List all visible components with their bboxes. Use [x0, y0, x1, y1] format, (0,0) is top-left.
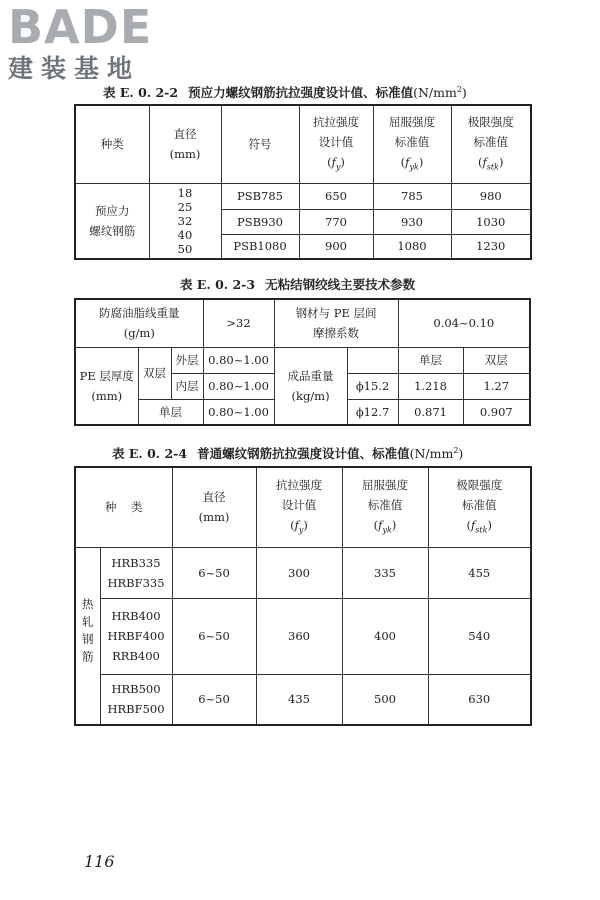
table3-single: 单层: [138, 399, 203, 425]
table2-h-symbol: 符号: [221, 105, 299, 183]
table4-grades: HRB400 HRBF400 RRB400: [100, 598, 172, 674]
table-row: [75, 347, 530, 373]
table4-group: 热轧钢筋: [75, 547, 100, 725]
table4-h-kind: 种 类: [75, 467, 172, 547]
table2-design: 900: [299, 234, 373, 259]
table3-pe-label: PE 层厚度 (mm): [75, 347, 138, 425]
table2-ultimate: 980: [451, 183, 531, 209]
table4-dia: 6~50: [172, 547, 256, 598]
table2-symbol: PSB785: [221, 183, 299, 209]
table3-weight-double: 1.27: [463, 373, 530, 399]
table2-yield: 930: [373, 209, 451, 234]
table2: [74, 104, 532, 260]
table3-weight-double: 0.907: [463, 399, 530, 425]
table4-design: 300: [256, 547, 342, 598]
table-row: [75, 598, 531, 674]
table-row: [75, 674, 531, 725]
table2-title: 预应力螺纹钢筋抗拉强度设计值、标准值: [188, 85, 414, 100]
table2-h-yield: 屈服强度 标准值 $(f_{yk})$: [373, 105, 451, 183]
table4-dia: 6~50: [172, 674, 256, 725]
table3-friction-value: 0.04~0.10: [398, 299, 530, 347]
table4-ultimate: 455: [428, 547, 531, 598]
logo-sub-text: 建装基地: [8, 54, 141, 83]
table3-pe-value: 0.80~1.00: [203, 399, 274, 425]
table3-weight-single: 0.871: [398, 399, 463, 425]
table3-weight-dia-header: [347, 347, 398, 373]
table4-h-dia: 直径 (mm): [172, 467, 256, 547]
table3: [74, 298, 531, 426]
table4-design: 360: [256, 598, 342, 674]
table2-design: 770: [299, 209, 373, 234]
table2-h-ultimate: 极限强度 标准值 $(f_{stk})$: [451, 105, 531, 183]
table4-header-row: [75, 467, 531, 547]
table2-yield: 1080: [373, 234, 451, 259]
table3-number: 表 E. 0. 2-3: [180, 277, 256, 292]
table4-h-design: 抗拉强度 设计值 $(f_y)$: [256, 467, 342, 547]
table4: [74, 466, 532, 726]
table2-diameters-cell: 18 25 32 40 50: [149, 183, 221, 259]
table3-col-double: 双层: [463, 347, 530, 373]
table3-grease-label: 防腐油脂线重量 (g/m): [75, 299, 203, 347]
table3-pe-value: 0.80~1.00: [203, 347, 274, 373]
table3-inner: 内层: [171, 373, 203, 399]
table3-friction-label: 钢材与 PE 层间 摩擦系数: [274, 299, 398, 347]
table2-header-row: [75, 105, 531, 183]
table2-kind-cell: 预应力 螺纹钢筋: [75, 183, 149, 259]
table4-dia: 6~50: [172, 598, 256, 674]
table2-ultimate: 1230: [451, 234, 531, 259]
table2-symbol: PSB930: [221, 209, 299, 234]
page-number: 116: [84, 852, 115, 871]
table-row: [75, 547, 531, 598]
table2-number: 表 E. 0. 2-2: [103, 85, 179, 100]
table4-ultimate: 540: [428, 598, 531, 674]
table2-design: 650: [299, 183, 373, 209]
table2-ultimate: 1030: [451, 209, 531, 234]
table4-title: 普通螺纹钢筋抗拉强度设计值、标准值: [197, 446, 410, 461]
table3-weight-dia: ϕ15.2: [347, 373, 398, 399]
table3-top-row: [75, 299, 530, 347]
table2-caption: [103, 83, 467, 101]
table4-design: 435: [256, 674, 342, 725]
table4-unit: $(N/mm^2)$: [409, 445, 464, 461]
table2-yield: 785: [373, 183, 451, 209]
table3-weight-single: 1.218: [398, 373, 463, 399]
table4-grades: HRB335 HRBF335: [100, 547, 172, 598]
table3-weight-dia: ϕ12.7: [347, 399, 398, 425]
table4-yield: 500: [342, 674, 428, 725]
table-row: [75, 183, 531, 209]
table3-weight-label: 成品重量 (kg/m): [274, 347, 347, 425]
table2-unit: $(N/mm^2)$: [413, 84, 467, 100]
table4-ultimate: 630: [428, 674, 531, 725]
table4-yield: 400: [342, 598, 428, 674]
table3-pe-value: 0.80~1.00: [203, 373, 274, 399]
table4-h-yield: 屈服强度 标准值 $(f_{yk})$: [342, 467, 428, 547]
table4-number: 表 E. 0. 2-4: [112, 446, 188, 461]
table3-grease-value: >32: [203, 299, 274, 347]
table4-yield: 335: [342, 547, 428, 598]
table3-outer: 外层: [171, 347, 203, 373]
table4-h-ultimate: 极限强度 标准值 $(f_{stk})$: [428, 467, 531, 547]
table2-h-dia: 直径 (mm): [149, 105, 221, 183]
table3-caption: [180, 275, 415, 293]
logo-main-text: BADE: [8, 0, 153, 54]
table2-h-kind: 种类: [75, 105, 149, 183]
table2-symbol: PSB1080: [221, 234, 299, 259]
table3-col-single: 单层: [398, 347, 463, 373]
table3-double-layer: 双层: [138, 347, 171, 399]
table2-h-design: 抗拉强度 设计值 $(f_y)$: [299, 105, 373, 183]
table4-grades: HRB500 HRBF500: [100, 674, 172, 725]
brand-logo: [8, 2, 178, 84]
table4-caption: [112, 444, 463, 462]
table3-title: 无粘结钢绞线主要技术参数: [265, 277, 416, 292]
